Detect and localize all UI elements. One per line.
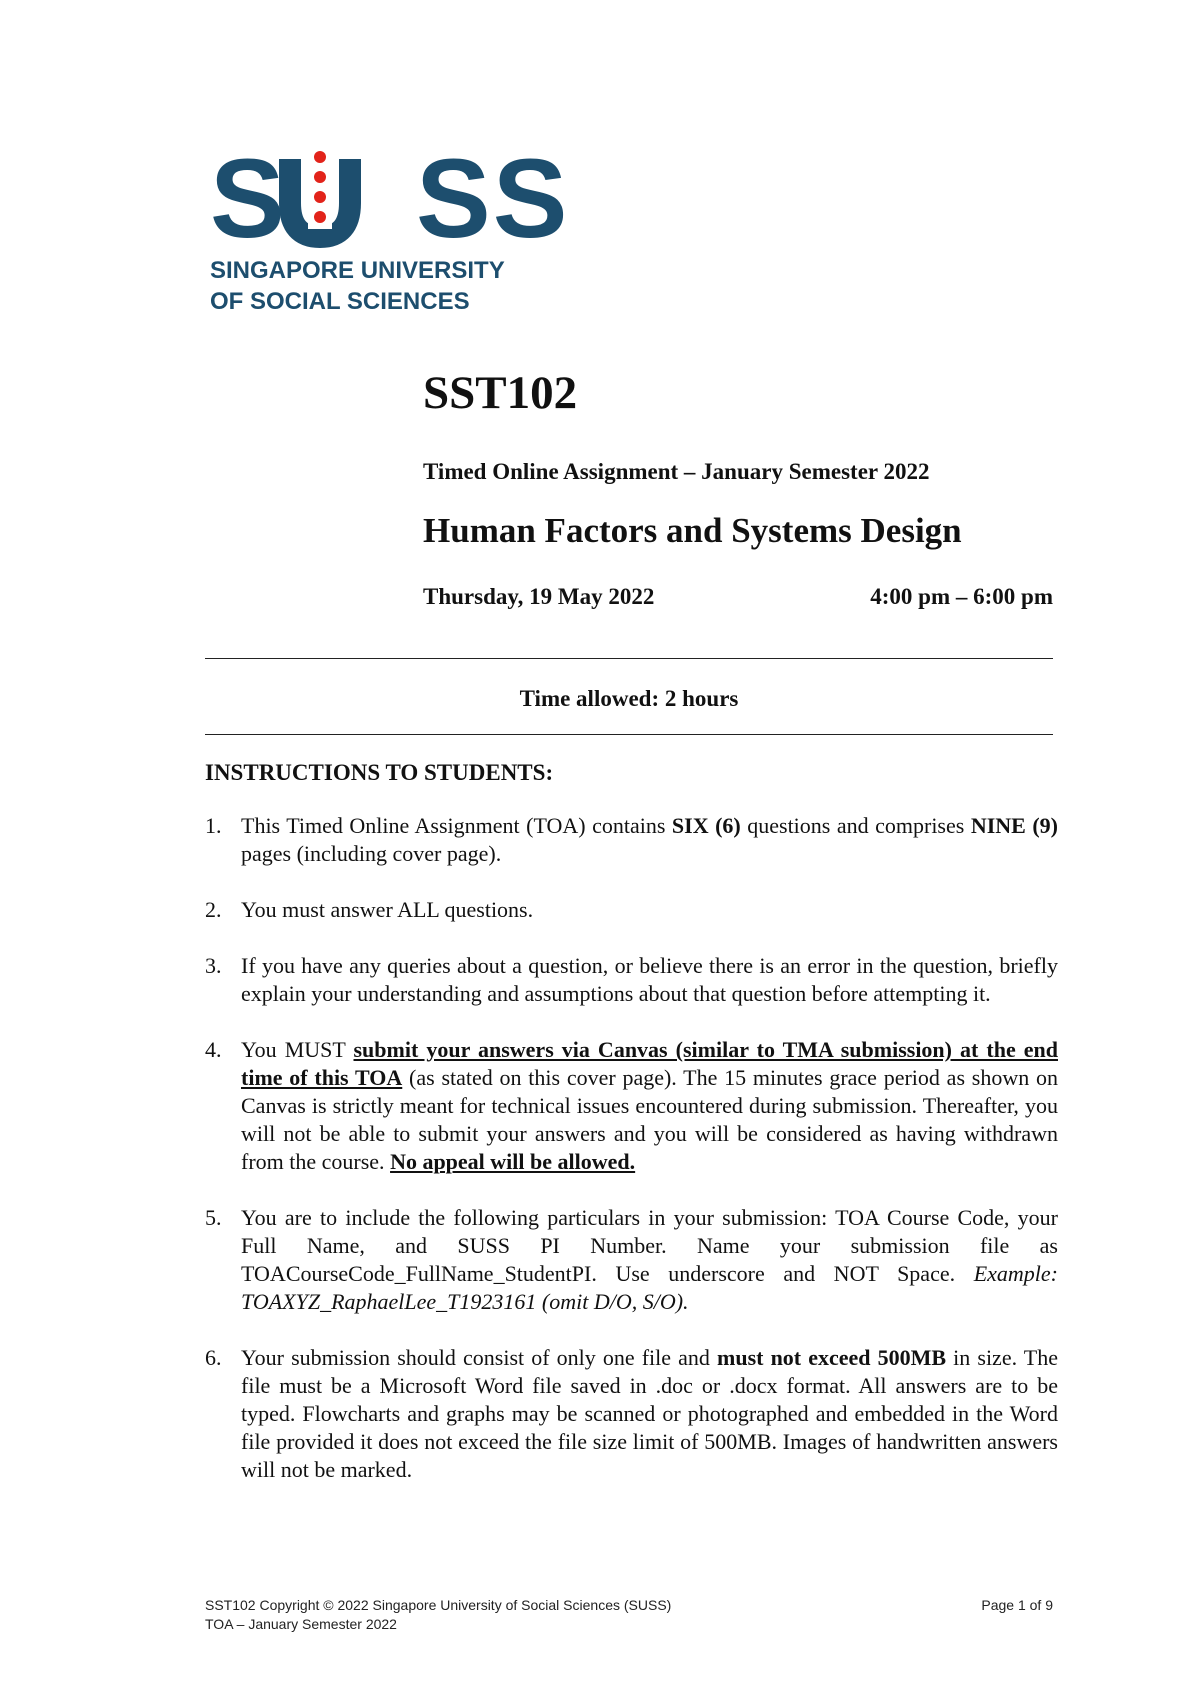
item-number: 5. xyxy=(205,1205,222,1230)
divider-top xyxy=(205,658,1053,659)
item-text: Your submission should consist of only one file and must not exceed 500MB in size. The file must be a Microsoft Word file saved in .doc or .docx format. All answers are to be typed. Flowcharts and graphs may be scanned or photographed and embedded in the Word file provided it does not exceed the file size limit of 500MB. Images of handwritten answers will not be marked. xyxy=(241,1345,1058,1482)
footer-semester: TOA – January Semester 2022 xyxy=(205,1616,397,1632)
divider-bottom xyxy=(205,734,1053,735)
logo-line1: SINGAPORE UNIVERSITY xyxy=(210,257,505,284)
svg-text:S: S xyxy=(210,136,287,261)
assignment-subtitle: Timed Online Assignment – January Semester 2022 xyxy=(423,459,930,484)
footer-copyright: SST102 Copyright © 2022 Singapore University of Social Sciences (SUSS) xyxy=(205,1597,672,1613)
page-number: Page 1 of 9 xyxy=(981,1597,1053,1613)
course-code: SST102 xyxy=(423,367,578,419)
instruction-item xyxy=(205,1344,1058,1484)
item-text: This Timed Online Assignment (TOA) contains SIX (6) questions and comprises NINE (9) pages (including cover page). xyxy=(241,813,1058,866)
exam-date: Thursday, 19 May 2022 xyxy=(423,584,655,609)
item-text: You are to include the following particulars in your submission: TOA Course Code, your Full Name, and SUSS PI Number. Name your submission file as TOACourseCode_FullName_StudentPI. Use underscore and NOT Space. Example: TOAXYZ_RaphaelLee_T1923161 (omit D/O, S/O). xyxy=(241,1205,1058,1314)
item-text: If you have any queries about a question, or believe there is an error in the question, briefly explain your understanding and assumptions about that question before attempting it. xyxy=(241,953,1058,1006)
instruction-item xyxy=(205,896,1058,924)
instructions-list xyxy=(205,812,1058,1512)
item-number: 4. xyxy=(205,1037,222,1062)
suss-logo-graphic xyxy=(210,136,570,320)
item-text: You MUST submit your answers via Canvas (similar to TMA submission) at the end time of this TOA (as stated on this cover page). The 15 minutes grace period as shown on Canvas is strictly meant for technical issues encountered during submission. Thereafter, you will not be able to submit your answers and you will be considered as having withdrawn from the course. No appeal will be allowed. xyxy=(241,1037,1058,1174)
course-title: Human Factors and Systems Design xyxy=(423,511,962,550)
logo-line2: OF SOCIAL SCIENCES xyxy=(210,288,470,315)
item-number: 2. xyxy=(205,897,222,922)
date-time-row xyxy=(423,584,1053,610)
item-number: 6. xyxy=(205,1345,222,1370)
instructions-heading: INSTRUCTIONS TO STUDENTS: xyxy=(205,760,554,785)
item-number: 3. xyxy=(205,953,222,978)
item-text: You must answer ALL questions. xyxy=(241,897,534,922)
time-allowed: Time allowed: 2 hours xyxy=(519,686,739,711)
suss-logo xyxy=(210,136,570,320)
instruction-item xyxy=(205,1204,1058,1316)
instruction-item xyxy=(205,1036,1058,1176)
item-number: 1. xyxy=(205,813,222,838)
instruction-item xyxy=(205,812,1058,868)
instruction-item xyxy=(205,952,1058,1008)
page-footer xyxy=(205,1596,1053,1634)
svg-text:SS: SS xyxy=(416,136,570,261)
exam-time: 4:00 pm – 6:00 pm xyxy=(870,584,1053,609)
